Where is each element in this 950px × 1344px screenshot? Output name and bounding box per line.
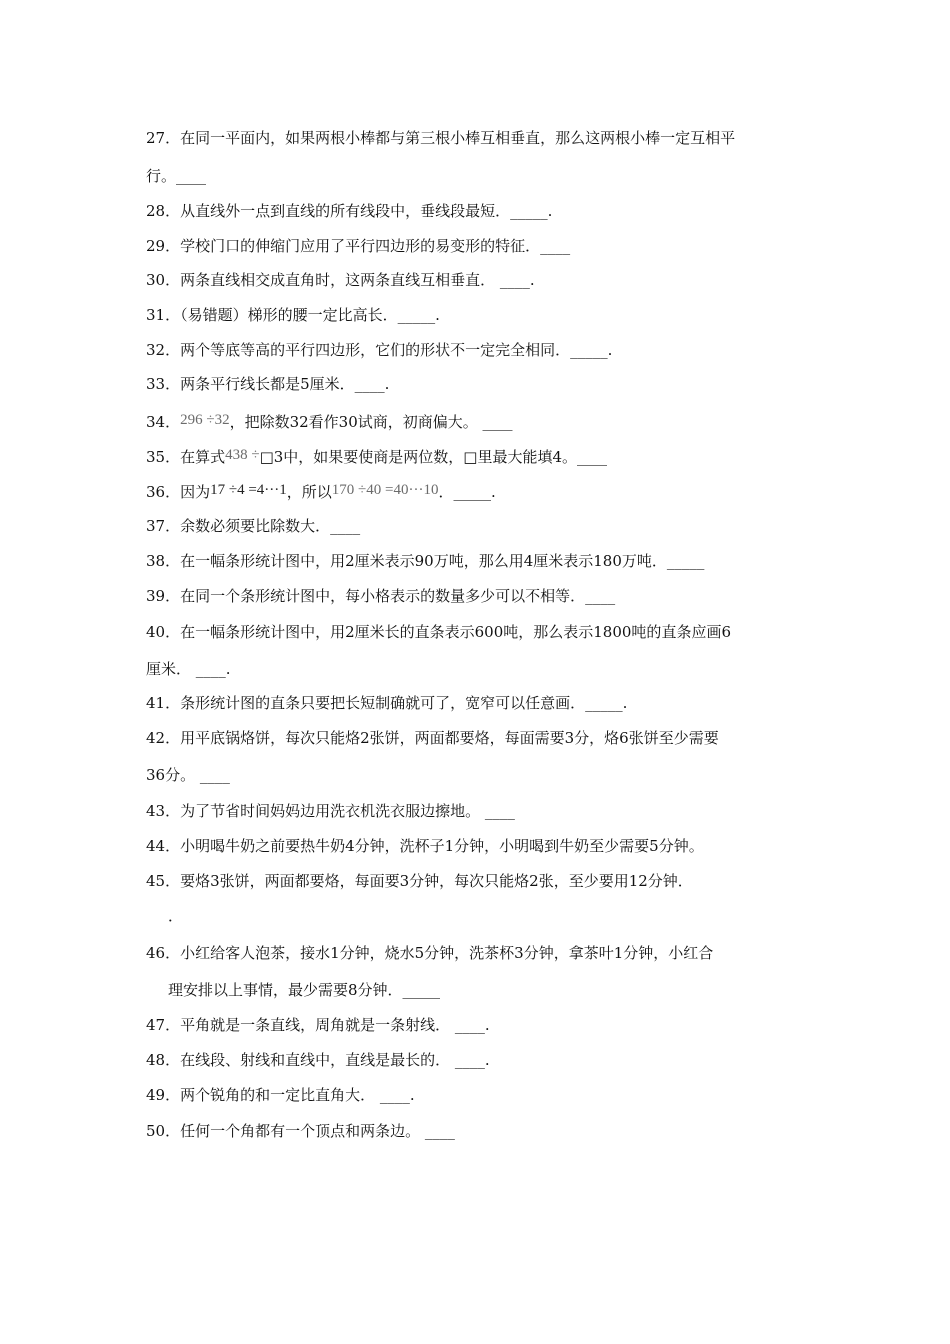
question-36 <box>146 482 496 502</box>
question-47: 47．平角就是一条直线，周角就是一条射线． ____. <box>146 1016 490 1034</box>
question-33: 33．两条平行线长都是5厘米．____. <box>146 375 390 393</box>
question-32: 32．两个等底等高的平行四边形，它们的形状不一定完全相同．_____. <box>146 341 613 359</box>
question-34-formula: 296 ÷32 <box>180 412 230 428</box>
question-35-prefix: 35．在算式 <box>146 448 226 466</box>
question-46-line-1: 46．小红给客人泡茶，接水1分钟，烧水5分钟，洗茶杯3分钟，拿茶叶1分钟，小红合 <box>146 944 714 962</box>
question-40-line-1: 40．在一幅条形统计图中，用2厘米长的直条表示600吨，那么表示1800吨的直条应画6 <box>146 623 731 641</box>
question-36-formula-1: 17 ÷4 =4···1 <box>210 482 287 498</box>
question-36-suffix: ．_____. <box>438 483 496 501</box>
question-48: 48．在线段、射线和直线中，直线是最长的． ____. <box>146 1051 490 1069</box>
question-45-line-2: ． <box>168 907 184 925</box>
question-42-line-1: 42．用平底锅烙饼，每次只能烙2张饼，两面都要烙，每面需要3分，烙6张饼至少需要 <box>146 729 719 747</box>
question-45-line-1: 45．要烙3张饼，两面都要烙，每面要3分钟，每次只能烙2张，至少要用12分钟． <box>146 872 693 890</box>
question-34-suffix: ，把除数32看作30试商，初商偏大。 ____ <box>229 413 513 431</box>
question-36-middle: ，所以 <box>286 483 332 501</box>
question-37: 37．余数必须要比除数大．____ <box>146 517 361 535</box>
question-49: 49．两个锐角的和一定比直角大． ____. <box>146 1086 415 1104</box>
question-38: 38．在一幅条形统计图中，用2厘米表示90万吨，那么用4厘米表示180万吨．_____ <box>146 552 705 570</box>
question-46-line-2: 理安排以上事情，最少需要8分钟．_____ <box>168 981 441 999</box>
question-43: 43．为了节省时间妈妈边用洗衣机洗衣服边擦地。 ____ <box>146 802 515 820</box>
question-39: 39．在同一个条形统计图中，每小格表示的数量多少可以不相等．____ <box>146 587 616 605</box>
question-36-prefix: 36．因为 <box>146 483 211 501</box>
question-44: 44．小明喝牛奶之前要热牛奶4分钟，洗杯子1分钟，小明喝到牛奶至少需要5分钟。 <box>146 837 704 855</box>
question-28: 28．从直线外一点到直线的所有线段中，垂线段最短．_____. <box>146 202 553 220</box>
question-40-line-2: 厘米． ____. <box>146 660 231 678</box>
question-30: 30．两条直线相交成直角时，这两条直线互相垂直． ____. <box>146 271 535 289</box>
question-34 <box>146 412 513 432</box>
question-42-line-2: 36分。 ____ <box>146 766 230 784</box>
question-35-formula: 438 ÷ <box>225 447 260 463</box>
question-29: 29．学校门口的伸缩门应用了平行四边形的易变形的特征．____ <box>146 237 571 255</box>
question-31: 31．（易错题）梯形的腰一定比高长．_____. <box>146 306 440 324</box>
question-27-line-2: 行。____ <box>146 167 207 185</box>
question-34-prefix: 34． <box>146 413 181 431</box>
question-35-suffix: □3中，如果要使商是两位数，□里最大能填4。____ <box>259 448 608 466</box>
question-35 <box>146 447 607 467</box>
question-41: 41．条形统计图的直条只要把长短制确就可了，宽窄可以任意画．_____. <box>146 694 628 712</box>
question-36-formula-2: 170 ÷40 =40···10 <box>331 482 439 498</box>
question-50: 50．任何一个角都有一个顶点和两条边。 ____ <box>146 1122 455 1140</box>
question-27-line-1: 27．在同一平面内，如果两根小棒都与第三根小棒互相垂直，那么这两根小棒一定互相平 <box>146 129 736 147</box>
